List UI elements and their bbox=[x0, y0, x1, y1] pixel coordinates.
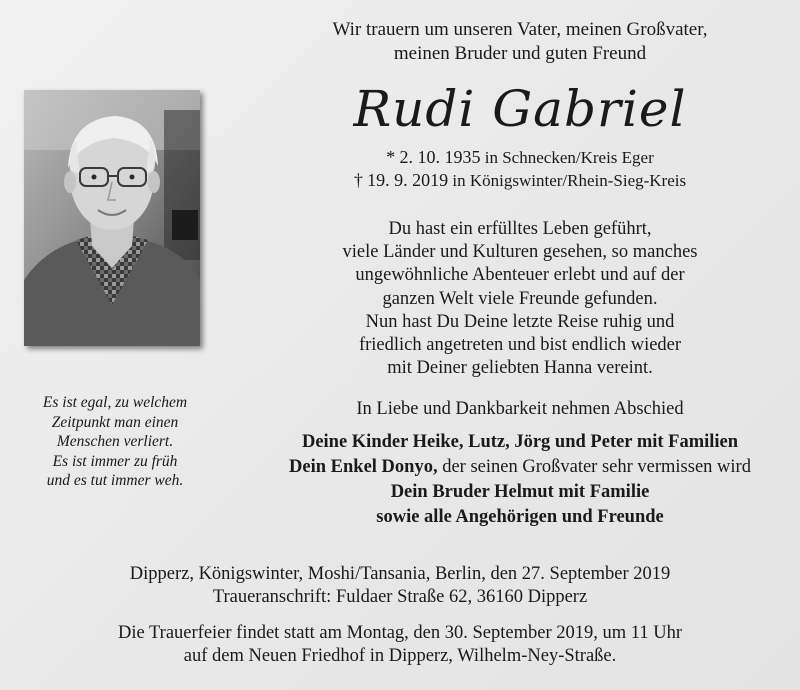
ceremony-line: Die Trauerfeier findet statt am Montag, den 30. September 2019, um 11 Uhr bbox=[118, 623, 682, 643]
quote-line: Es ist egal, zu welchem bbox=[42, 394, 188, 411]
family-list bbox=[240, 430, 800, 530]
quote-line: und es tut immer weh. bbox=[46, 472, 184, 490]
death-line bbox=[240, 169, 800, 192]
family-children: Deine Kinder Heike, Lutz, Jörg und Peter mit Familien bbox=[301, 432, 739, 452]
poem-line: Nun hast Du Deine letzte Reise ruhig und bbox=[365, 311, 675, 332]
quote-block bbox=[20, 393, 210, 491]
place-and-address bbox=[0, 563, 800, 609]
poem-line: mit Deiner geliebten Hanna vereint. bbox=[387, 358, 653, 379]
death-symbol: † bbox=[353, 170, 363, 190]
ceremony-line: auf dem Neuen Friedhof in Dipperz, Wilhelm-Ney-Straße. bbox=[183, 646, 617, 666]
ceremony-info bbox=[0, 622, 800, 668]
quote-line: Menschen verliert. bbox=[56, 433, 174, 451]
intro-line: Wir trauern um unseren Vater, meinen Großvater, bbox=[332, 19, 708, 40]
poem-line: viele Länder und Kulturen gesehen, so manches bbox=[342, 242, 698, 263]
intro-text bbox=[240, 18, 800, 66]
family-others: sowie alle Angehörigen und Freunde bbox=[376, 507, 664, 527]
life-dates bbox=[240, 146, 800, 192]
poem-line: ungewöhnliche Abenteuer erlebt und auf der bbox=[355, 265, 685, 286]
quote-line: Es ist immer zu früh bbox=[52, 452, 178, 470]
death-place: in Königswinter/Rhein-Sieg-Kreis bbox=[452, 171, 687, 190]
family-grandchild bbox=[240, 455, 800, 480]
poem-line: Du hast ein erfülltes Leben geführt, bbox=[388, 219, 652, 239]
mourning-address: Traueranschrift: Fuldaer Straße 62, 36160 Dipperz bbox=[212, 587, 588, 607]
birth-line bbox=[240, 146, 800, 169]
grandchild-name: Dein Enkel Donyo, bbox=[289, 457, 438, 477]
birth-place: in Schnecken/Kreis Eger bbox=[484, 148, 654, 167]
poem-line: ganzen Welt viele Freunde gefunden. bbox=[382, 288, 658, 309]
deceased-name: Rudi Gabriel bbox=[353, 80, 687, 138]
portrait-photo bbox=[24, 90, 200, 346]
intro-line: meinen Bruder und guten Freund bbox=[393, 43, 647, 64]
birth-date: 2. 10. 1935 bbox=[399, 147, 481, 167]
poem-text bbox=[240, 218, 800, 380]
death-date: 19. 9. 2019 bbox=[367, 170, 449, 190]
place-date-line: Dipperz, Königswinter, Moshi/Tansania, Berlin, den 27. September 2019 bbox=[129, 564, 671, 584]
grandchild-note: der seinen Großvater sehr vermissen wird bbox=[437, 457, 751, 477]
poem-line: friedlich angetreten und bist endlich wieder bbox=[358, 335, 682, 356]
quote-line: Zeitpunkt man einen bbox=[51, 413, 179, 431]
farewell-line: In Liebe und Dankbarkeit nehmen Abschied bbox=[356, 399, 684, 419]
birth-symbol: * bbox=[386, 147, 396, 167]
family-brother: Dein Bruder Helmut mit Familie bbox=[390, 482, 650, 502]
